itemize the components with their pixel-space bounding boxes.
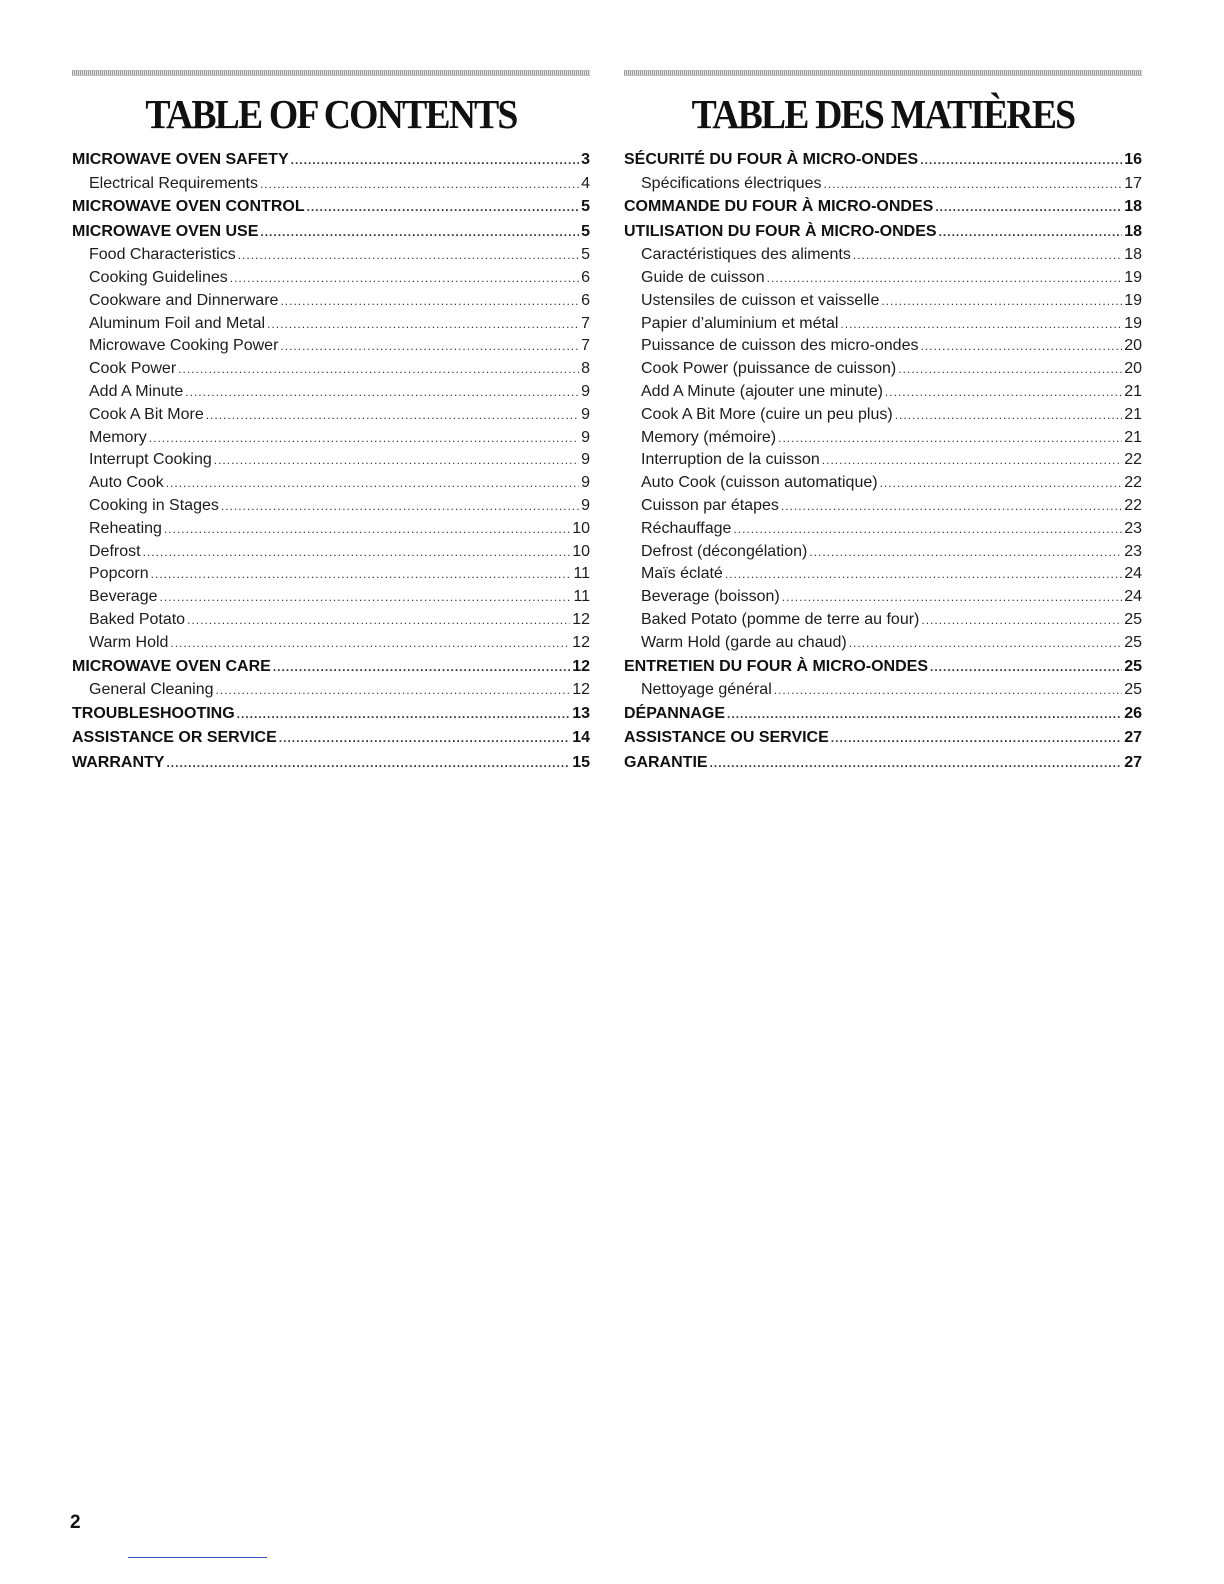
- toc-subsection-entry[interactable]: [72, 290, 590, 313]
- toc-subsection-entry[interactable]: [624, 358, 1142, 381]
- toc-section-entry[interactable]: [72, 726, 590, 751]
- dot-leader: [170, 633, 570, 655]
- toc-entry-label: Cooking Guidelines: [89, 269, 228, 287]
- toc-column-english: [72, 70, 590, 775]
- dot-leader: [898, 359, 1122, 381]
- dot-leader: [166, 751, 570, 776]
- toc-entry-label: General Cleaning: [89, 681, 214, 699]
- dot-leader: [260, 174, 579, 196]
- toc-subsection-entry[interactable]: [72, 679, 590, 702]
- dot-leader: [767, 268, 1123, 290]
- dot-leader: [895, 405, 1123, 427]
- dot-leader: [221, 496, 579, 518]
- toc-entry-label: Guide de cuisson: [641, 269, 765, 287]
- toc-subsection-entry[interactable]: [624, 541, 1142, 564]
- toc-section-entry[interactable]: [624, 220, 1142, 245]
- toc-entry-page: 12: [572, 633, 590, 651]
- dot-leader: [921, 610, 1122, 632]
- toc-title-french: TABLE DES MATIÈRES: [691, 91, 1075, 137]
- toc-entry-page: 5: [581, 222, 590, 240]
- toc-section-entry[interactable]: [624, 195, 1142, 220]
- toc-section-entry[interactable]: [624, 702, 1142, 727]
- toc-entry-label: DÉPANNAGE: [624, 704, 726, 722]
- toc-entry-label: Cook A Bit More (cuire un peu plus): [641, 405, 893, 423]
- toc-entry-page: 6: [581, 291, 590, 309]
- dot-leader: [143, 542, 571, 564]
- toc-entry-label: Interrupt Cooking: [89, 451, 212, 469]
- toc-entry-page: 10: [572, 542, 590, 560]
- toc-entry-label: Caractéristiques des aliments: [641, 246, 851, 264]
- header-rule: [72, 70, 590, 76]
- toc-entry-label: Cook Power: [89, 360, 177, 378]
- toc-subsection-entry[interactable]: [624, 472, 1142, 495]
- toc-subsection-entry[interactable]: [624, 267, 1142, 290]
- toc-entry-label: Papier d’aluminium et métal: [641, 314, 839, 332]
- page-number: 2: [70, 1512, 81, 1533]
- toc-subsection-entry[interactable]: [72, 632, 590, 655]
- toc-entry-page: 9: [581, 428, 590, 446]
- toc-entry-label: GARANTIE: [624, 753, 708, 771]
- toc-entry-page: 25: [1124, 633, 1142, 651]
- dot-leader: [206, 405, 579, 427]
- toc-entry-page: 22: [1124, 451, 1142, 469]
- toc-entry-label: ASSISTANCE OR SERVICE: [72, 729, 277, 747]
- toc-section-entry[interactable]: [72, 220, 590, 245]
- toc-subsection-entry[interactable]: [72, 472, 590, 495]
- dot-leader: [831, 726, 1122, 751]
- toc-entry-label: WARRANTY: [72, 753, 165, 771]
- toc-entry-page: 14: [572, 729, 590, 747]
- toc-entry-label: Cook Power (puissance de cuisson): [641, 360, 897, 378]
- dot-leader: [930, 655, 1122, 680]
- dot-leader: [885, 382, 1122, 404]
- dot-leader: [237, 702, 571, 727]
- toc-entry-label: Puissance de cuisson des micro-ondes: [641, 337, 919, 355]
- toc-entry-page: 24: [1124, 588, 1142, 606]
- toc-subsection-entry[interactable]: [624, 495, 1142, 518]
- dot-leader: [853, 245, 1122, 267]
- toc-subsection-entry[interactable]: [624, 679, 1142, 702]
- toc-entry-label: UTILISATION DU FOUR À MICRO-ONDES: [624, 222, 937, 240]
- dot-leader: [187, 610, 570, 632]
- toc-entry-label: Baked Potato (pomme de terre au four): [641, 611, 920, 629]
- toc-section-entry[interactable]: [72, 702, 590, 727]
- dot-leader: [939, 220, 1123, 245]
- toc-section-entry[interactable]: [72, 655, 590, 680]
- toc-subsection-entry[interactable]: [624, 609, 1142, 632]
- toc-entry-page: 12: [572, 657, 590, 675]
- dot-leader: [164, 519, 570, 541]
- toc-subsection-entry[interactable]: [624, 244, 1142, 267]
- dot-leader: [725, 564, 1122, 586]
- toc-entry-label: Ustensiles de cuisson et vaisselle: [641, 291, 880, 309]
- dot-leader: [920, 148, 1122, 173]
- dot-leader: [214, 450, 579, 472]
- toc-subsection-entry[interactable]: [72, 449, 590, 472]
- toc-entry-page: 10: [572, 519, 590, 537]
- toc-section-entry[interactable]: [624, 726, 1142, 751]
- dot-leader: [267, 314, 579, 336]
- toc-entry-page: 21: [1124, 383, 1142, 401]
- toc-list-french: [624, 148, 1142, 775]
- toc-entry-page: 3: [581, 151, 590, 168]
- toc-entry-page: 27: [1124, 729, 1142, 747]
- toc-subsection-entry[interactable]: [72, 267, 590, 290]
- dot-leader: [824, 174, 1123, 196]
- toc-section-entry[interactable]: [624, 751, 1142, 776]
- toc-entry-page: 25: [1124, 681, 1142, 699]
- toc-entry-label: Beverage (boisson): [641, 588, 780, 606]
- dot-leader: [782, 587, 1122, 609]
- toc-entry-label: Microwave Cooking Power: [89, 337, 279, 355]
- toc-entry-label: MICROWAVE OVEN CONTROL: [72, 198, 305, 216]
- toc-entry-label: Aluminum Foil and Metal: [89, 314, 266, 332]
- dot-leader: [280, 336, 579, 358]
- toc-entry-label: Food Characteristics: [89, 246, 236, 264]
- toc-entry-page: 15: [572, 753, 590, 771]
- toc-subsection-entry[interactable]: [624, 449, 1142, 472]
- dot-leader: [781, 496, 1122, 518]
- toc-entry-page: 4: [581, 174, 590, 192]
- toc-entry-label: Interruption de la cuisson: [641, 451, 820, 469]
- toc-subsection-entry[interactable]: [72, 563, 590, 586]
- toc-entry-page: 9: [581, 383, 590, 401]
- toc-entry-page: 11: [573, 588, 590, 606]
- toc-section-entry[interactable]: [72, 195, 590, 220]
- toc-subsection-entry[interactable]: [72, 173, 590, 196]
- toc-section-entry[interactable]: [72, 148, 590, 173]
- toc-entry-label: Popcorn: [89, 565, 149, 583]
- dot-leader: [880, 473, 1123, 495]
- toc-entry-page: 9: [581, 451, 590, 469]
- dot-leader: [710, 751, 1123, 776]
- toc-entry-label: ENTRETIEN DU FOUR À MICRO-ONDES: [624, 657, 928, 675]
- toc-entry-label: Warm Hold (garde au chaud): [641, 633, 847, 651]
- toc-entry-page: 9: [581, 474, 590, 492]
- dot-leader: [920, 336, 1122, 358]
- toc-entry-page: 6: [581, 269, 590, 287]
- toc-entry-label: Warm Hold: [89, 633, 169, 651]
- dot-leader: [160, 587, 572, 609]
- toc-entry-page: 21: [1124, 405, 1142, 423]
- toc-entry-label: Cuisson par étapes: [641, 497, 779, 515]
- toc-entry-page: 25: [1124, 657, 1142, 675]
- toc-entry-label: Cookware and Dinnerware: [89, 291, 279, 309]
- toc-entry-page: 12: [572, 681, 590, 699]
- dot-leader: [727, 702, 1122, 727]
- dot-leader: [216, 680, 571, 702]
- toc-entry-page: 11: [573, 565, 590, 583]
- toc-entry-page: 18: [1124, 222, 1142, 240]
- toc-entry-label: Cook A Bit More: [89, 405, 204, 423]
- dot-leader: [185, 382, 579, 404]
- toc-entry-page: 20: [1124, 360, 1142, 378]
- toc-section-entry[interactable]: [72, 751, 590, 776]
- toc-entry-page: 18: [1124, 246, 1142, 264]
- toc-entry-page: 20: [1124, 337, 1142, 355]
- dot-leader: [273, 655, 570, 680]
- toc-entry-page: 13: [572, 704, 590, 722]
- dot-leader: [178, 359, 579, 381]
- dot-leader: [774, 680, 1122, 702]
- toc-list-english: [72, 148, 590, 775]
- toc-entry-label: MICROWAVE OVEN CARE: [72, 657, 271, 675]
- dot-leader: [230, 268, 579, 290]
- toc-subsection-entry[interactable]: [624, 173, 1142, 196]
- toc-subsection-entry[interactable]: [624, 381, 1142, 404]
- toc-subsection-entry[interactable]: [72, 404, 590, 427]
- dot-leader: [849, 633, 1122, 655]
- toc-entry-label: COMMANDE DU FOUR À MICRO-ONDES: [624, 198, 934, 216]
- toc-entry-label: Cooking in Stages: [89, 497, 219, 515]
- toc-entry-page: 7: [581, 337, 590, 355]
- toc-section-entry[interactable]: [624, 655, 1142, 680]
- toc-entry-label: Electrical Requirements: [89, 174, 258, 192]
- toc-entry-page: 9: [581, 405, 590, 423]
- toc-subsection-entry[interactable]: [72, 313, 590, 336]
- toc-section-entry[interactable]: [624, 148, 1142, 173]
- toc-entry-label: Spécifications électriques: [641, 174, 822, 192]
- toc-entry-label: Beverage: [89, 588, 158, 606]
- dot-leader: [291, 148, 579, 173]
- toc-entry-label: Baked Potato: [89, 611, 186, 629]
- toc-subsection-entry[interactable]: [72, 427, 590, 450]
- toc-entry-label: Nettoyage général: [641, 681, 772, 699]
- toc-entry-label: MICROWAVE OVEN SAFETY: [72, 151, 289, 168]
- toc-entry-page: 16: [1124, 151, 1142, 168]
- toc-subsection-entry[interactable]: [624, 427, 1142, 450]
- toc-entry-page: 17: [1124, 174, 1142, 192]
- dot-leader: [822, 450, 1122, 472]
- toc-subsection-entry[interactable]: [624, 632, 1142, 655]
- toc-entry-page: 5: [581, 246, 590, 264]
- toc-subsection-entry[interactable]: [72, 495, 590, 518]
- toc-entry-label: Defrost (décongélation): [641, 542, 808, 560]
- toc-subsection-entry[interactable]: [72, 358, 590, 381]
- toc-entry-label: Réchauffage: [641, 519, 732, 537]
- toc-entry-page: 5: [581, 198, 590, 216]
- toc-entry-page: 27: [1124, 753, 1142, 771]
- toc-entry-page: 18: [1124, 198, 1142, 216]
- toc-entry-label: MICROWAVE OVEN USE: [72, 222, 259, 240]
- toc-subsection-entry[interactable]: [624, 563, 1142, 586]
- dot-leader: [733, 519, 1122, 541]
- toc-entry-page: 9: [581, 497, 590, 515]
- toc-entry-page: 21: [1124, 428, 1142, 446]
- toc-entry-label: TROUBLESHOOTING: [72, 704, 235, 722]
- toc-column-french: [624, 70, 1142, 775]
- toc-entry-page: 19: [1124, 269, 1142, 287]
- toc-subsection-entry[interactable]: [72, 518, 590, 541]
- toc-entry-label: Reheating: [89, 519, 162, 537]
- toc-entry-label: Defrost: [89, 542, 141, 560]
- dot-leader: [166, 473, 579, 495]
- toc-entry-page: 23: [1124, 519, 1142, 537]
- dot-leader: [809, 542, 1122, 564]
- toc-entry-page: 22: [1124, 474, 1142, 492]
- toc-subsection-entry[interactable]: [624, 404, 1142, 427]
- toc-entry-label: ASSISTANCE OU SERVICE: [624, 729, 829, 747]
- toc-entry-page: 19: [1124, 314, 1142, 332]
- toc-subsection-entry[interactable]: [72, 381, 590, 404]
- toc-entry-label: Add A Minute (ajouter une minute): [641, 383, 883, 401]
- dot-leader: [151, 564, 572, 586]
- toc-entry-label: Auto Cook: [89, 474, 164, 492]
- dot-leader: [149, 428, 579, 450]
- toc-subsection-entry[interactable]: [72, 541, 590, 564]
- toc-entry-label: Memory (mémoire): [641, 428, 777, 446]
- toc-subsection-entry[interactable]: [624, 586, 1142, 609]
- toc-entry-page: 22: [1124, 497, 1142, 515]
- dot-leader: [238, 245, 579, 267]
- footer-divider: [128, 1557, 267, 1558]
- toc-subsection-entry[interactable]: [624, 313, 1142, 336]
- toc-entry-page: 24: [1124, 565, 1142, 583]
- toc-entry-label: Memory: [89, 428, 147, 446]
- toc-subsection-entry[interactable]: [624, 335, 1142, 358]
- toc-title-english: TABLE OF CONTENTS: [145, 91, 517, 137]
- toc-entry-page: 25: [1124, 611, 1142, 629]
- toc-subsection-entry[interactable]: [72, 586, 590, 609]
- dot-leader: [935, 195, 1122, 220]
- dot-leader: [279, 726, 570, 751]
- toc-entry-page: 12: [572, 611, 590, 629]
- dot-leader: [840, 314, 1122, 336]
- toc-subsection-entry[interactable]: [624, 290, 1142, 313]
- toc-subsection-entry[interactable]: [72, 609, 590, 632]
- toc-entry-page: 19: [1124, 291, 1142, 309]
- toc-entry-label: SÉCURITÉ DU FOUR À MICRO-ONDES: [624, 151, 919, 168]
- dot-leader: [260, 220, 579, 245]
- toc-entry-page: 23: [1124, 542, 1142, 560]
- dot-leader: [881, 291, 1122, 313]
- toc-entry-label: Auto Cook (cuisson automatique): [641, 474, 878, 492]
- toc-entry-label: Add A Minute: [89, 383, 184, 401]
- toc-entry-label: Maïs éclaté: [641, 565, 723, 583]
- toc-subsection-entry[interactable]: [72, 335, 590, 358]
- dot-leader: [778, 428, 1122, 450]
- dot-leader: [307, 195, 580, 220]
- toc-entry-page: 7: [581, 314, 590, 332]
- toc-entry-page: 26: [1124, 704, 1142, 722]
- dot-leader: [280, 291, 579, 313]
- toc-subsection-entry[interactable]: [624, 518, 1142, 541]
- toc-subsection-entry[interactable]: [72, 244, 590, 267]
- toc-entry-page: 8: [581, 360, 590, 378]
- header-rule: [624, 70, 1142, 76]
